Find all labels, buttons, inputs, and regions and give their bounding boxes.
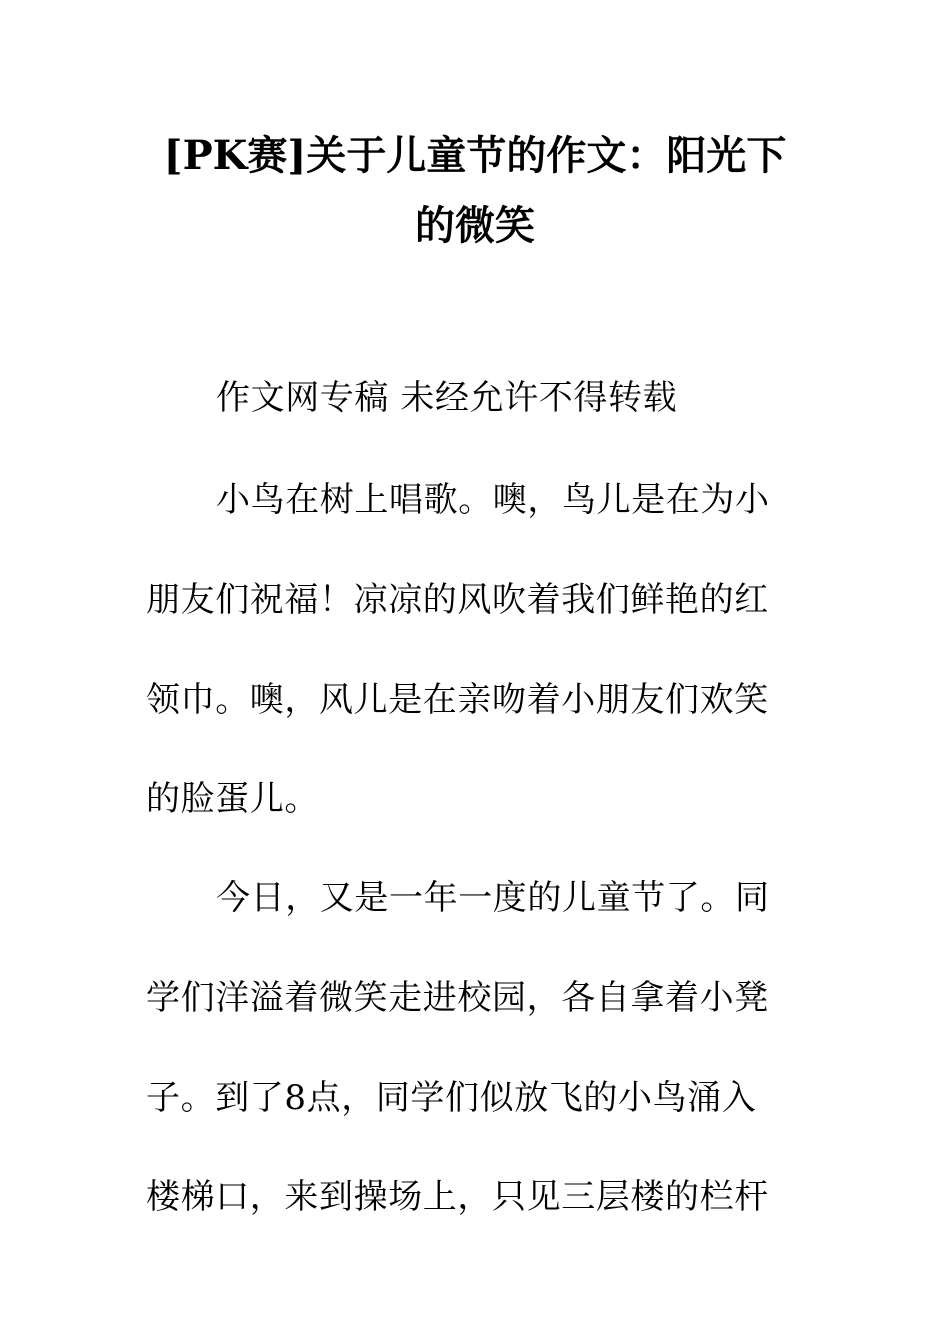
document-title-line-1: [PK赛]关于儿童节的作文：阳光下 — [163, 132, 787, 179]
paragraph-1-line-1: 小鸟在树上唱歌。噢，鸟儿是在为小 — [216, 480, 770, 520]
paragraph-2-line-3: 子。到了8点，同学们似放飞的小鸟涌入 — [146, 1078, 757, 1118]
document-title-line-2: 的微笑 — [415, 202, 535, 249]
paragraph-2-line-1: 今日，又是一年一度的儿童节了。同 — [216, 878, 770, 918]
paragraph-2-line-4: 楼梯口，来到操场上，只见三层楼的栏杆 — [146, 1177, 769, 1217]
paragraph-2-line-2: 学们洋溢着微笑走进校园，各自拿着小凳 — [146, 978, 769, 1018]
paragraph-1-line-3: 领巾。噢，风儿是在亲吻着小朋友们欢笑 — [146, 680, 769, 720]
byline: 作文网专稿 未经允许不得转载 — [216, 378, 678, 418]
paragraph-1-line-2: 朋友们祝福！凉凉的风吹着我们鲜艳的红 — [146, 580, 769, 620]
paragraph-1-line-4: 的脸蛋儿。 — [146, 779, 319, 819]
